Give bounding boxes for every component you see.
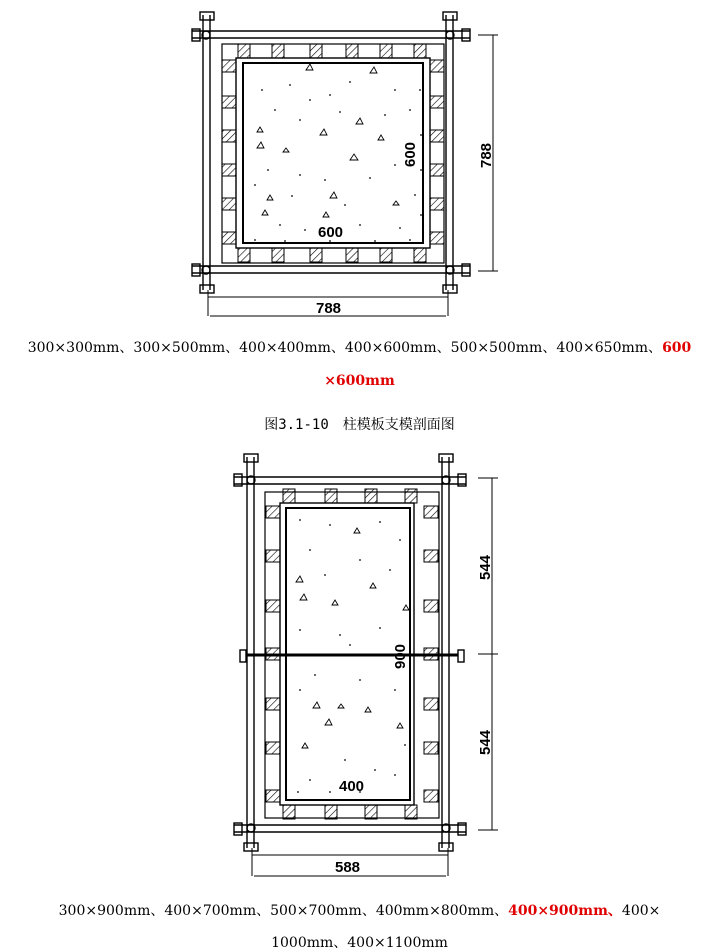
sizes2-normal: 300×900mm、400×700mm、500×700mm、400mm×800mm、 bbox=[58, 903, 509, 919]
sizes1-line1 bbox=[0, 337, 719, 357]
fig1-dim-outer-bottom: 788 bbox=[316, 300, 342, 317]
figure2-column-section bbox=[234, 454, 498, 876]
sizes2-line2-text: 1000mm、400×1100mm bbox=[271, 935, 448, 951]
fig1-dim-outer-right: 788 bbox=[478, 142, 495, 168]
sizes2-red: 400×900mm、 bbox=[508, 903, 622, 919]
figure-caption: 图3.1-10 柱模板支模剖面图 bbox=[264, 417, 455, 433]
sizes2-line2 bbox=[0, 932, 719, 952]
sizes1-line2 bbox=[0, 373, 719, 389]
fig1-dim-inner-width: 600 bbox=[318, 224, 344, 241]
fig2-dim-outer-bottom: 588 bbox=[335, 859, 361, 876]
fig2-dim-inner-width: 400 bbox=[339, 778, 365, 795]
fig2-dim-inner-height: 900 bbox=[392, 643, 409, 669]
sizes1-normal: 300×300mm、300×500mm、400×400mm、400×600mm、500×500mm、400×650mm、 bbox=[27, 340, 663, 356]
fig2-dim-right-upper: 544 bbox=[477, 554, 494, 580]
fig2-dim-right-lower: 544 bbox=[477, 729, 494, 755]
sizes1-red-end: ×600mm bbox=[324, 373, 395, 389]
sizes2-line1 bbox=[0, 900, 719, 920]
sizes2-tail: 400× bbox=[621, 903, 661, 919]
sizes1-red-start: 600 bbox=[662, 340, 692, 356]
figure1-column-section bbox=[192, 12, 498, 317]
fig1-dim-inner-height: 600 bbox=[402, 141, 419, 167]
